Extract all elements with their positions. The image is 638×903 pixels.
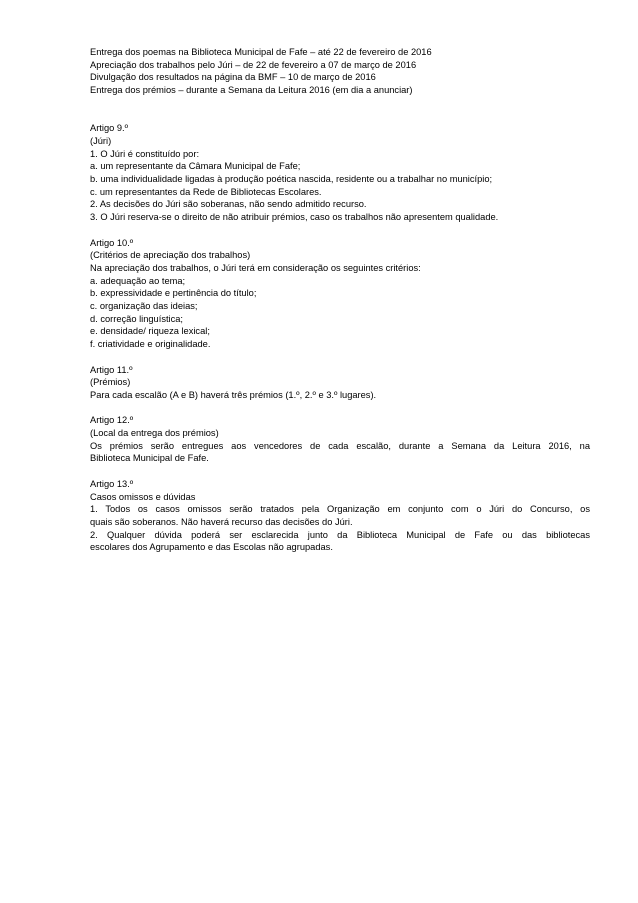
article-line: c. um representantes da Rede de Bibliotecas Escolares.	[90, 186, 322, 197]
article-line: Na apreciação dos trabalhos, o Júri terá em consideração os seguintes critérios:	[90, 262, 421, 273]
article-line: a. adequação ao tema;	[90, 275, 186, 286]
schedule-line: Entrega dos prémios – durante a Semana da Leitura 2016 (em dia a anunciar)	[90, 85, 413, 96]
schedule-line: Entrega dos poemas na Biblioteca Municipal de Fafe – até 22 de fevereiro de 2016	[90, 47, 432, 57]
article-line: b. uma individualidade ligadas à produção poética nascida, residente ou a trabalhar no município;	[90, 174, 493, 185]
article-heading: Artigo 11.º	[90, 364, 133, 375]
spacer	[90, 465, 590, 478]
article-line: 3. O Júri reserva-se o direito de não atribuir prémios, caso os trabalhos não apresentem qualidade.	[90, 212, 499, 223]
article-line: 2. As decisões do Júri são soberanas, não sendo admitido recurso.	[90, 199, 367, 210]
article-line: Para cada escalão (A e B) haverá três prémios (1.º, 2.º e 3.º lugares).	[90, 389, 377, 400]
article-heading: Artigo 9.º	[90, 123, 129, 134]
article-line: a. um representante da Câmara Municipal de Fafe;	[90, 161, 301, 172]
spacer	[90, 351, 590, 364]
article-subtitle: (Prémios)	[90, 377, 131, 388]
article-line: f. criatividade e originalidade.	[90, 339, 211, 350]
article-subtitle: (Júri)	[90, 135, 112, 146]
article-9	[90, 122, 590, 224]
article-paragraph-line: Biblioteca Municipal de Fafe.	[90, 453, 209, 464]
article-heading: Artigo 12.º	[90, 415, 134, 426]
article-paragraph-line: escolares dos Agrupamento e das Escolas não agrupadas.	[90, 542, 333, 553]
article-line: e. densidade/ riqueza lexical;	[90, 326, 210, 337]
schedule-block	[90, 46, 590, 97]
article-heading: Artigo 13.º	[90, 478, 134, 489]
schedule-line: Apreciação dos trabalhos pelo Júri – de 22 de fevereiro a 07 de março de 2016	[90, 59, 417, 70]
article-line: c. organização das ideias;	[90, 301, 198, 312]
article-subtitle: Casos omissos e dúvidas	[90, 491, 196, 502]
article-13	[90, 478, 590, 554]
article-10	[90, 237, 590, 351]
article-paragraph-line: 2. Qualquer dúvida poderá ser esclarecida junto da Biblioteca Municipal de Fafe ou das bibliotecas	[90, 529, 590, 540]
article-paragraph-line: 1. Todos os casos omissos serão tratados pela Organização em conjunto com o Júri do Concurso, os	[90, 504, 590, 515]
article-line: 1. O Júri é constituído por:	[90, 148, 200, 159]
spacer	[90, 224, 590, 237]
spacer	[90, 97, 590, 122]
article-subtitle: (Critérios de apreciação dos trabalhos)	[90, 250, 251, 261]
article-line: b. expressividade e pertinência do título;	[90, 288, 257, 299]
article-paragraph-line: quais são soberanos. Não haverá recurso das decisões do Júri.	[90, 516, 353, 527]
article-line: d. correção linguística;	[90, 313, 184, 324]
schedule-line: Divulgação dos resultados na página da BMF – 10 de março de 2016	[90, 72, 376, 83]
article-paragraph-line: Os prémios serão entregues aos vencedores de cada escalão, durante a Semana da Leitura 2016, na	[90, 440, 590, 451]
spacer	[90, 402, 590, 415]
article-heading: Artigo 10.º	[90, 237, 134, 248]
article-subtitle: (Local da entrega dos prémios)	[90, 428, 219, 439]
article-12	[90, 414, 590, 465]
article-11	[90, 364, 590, 402]
